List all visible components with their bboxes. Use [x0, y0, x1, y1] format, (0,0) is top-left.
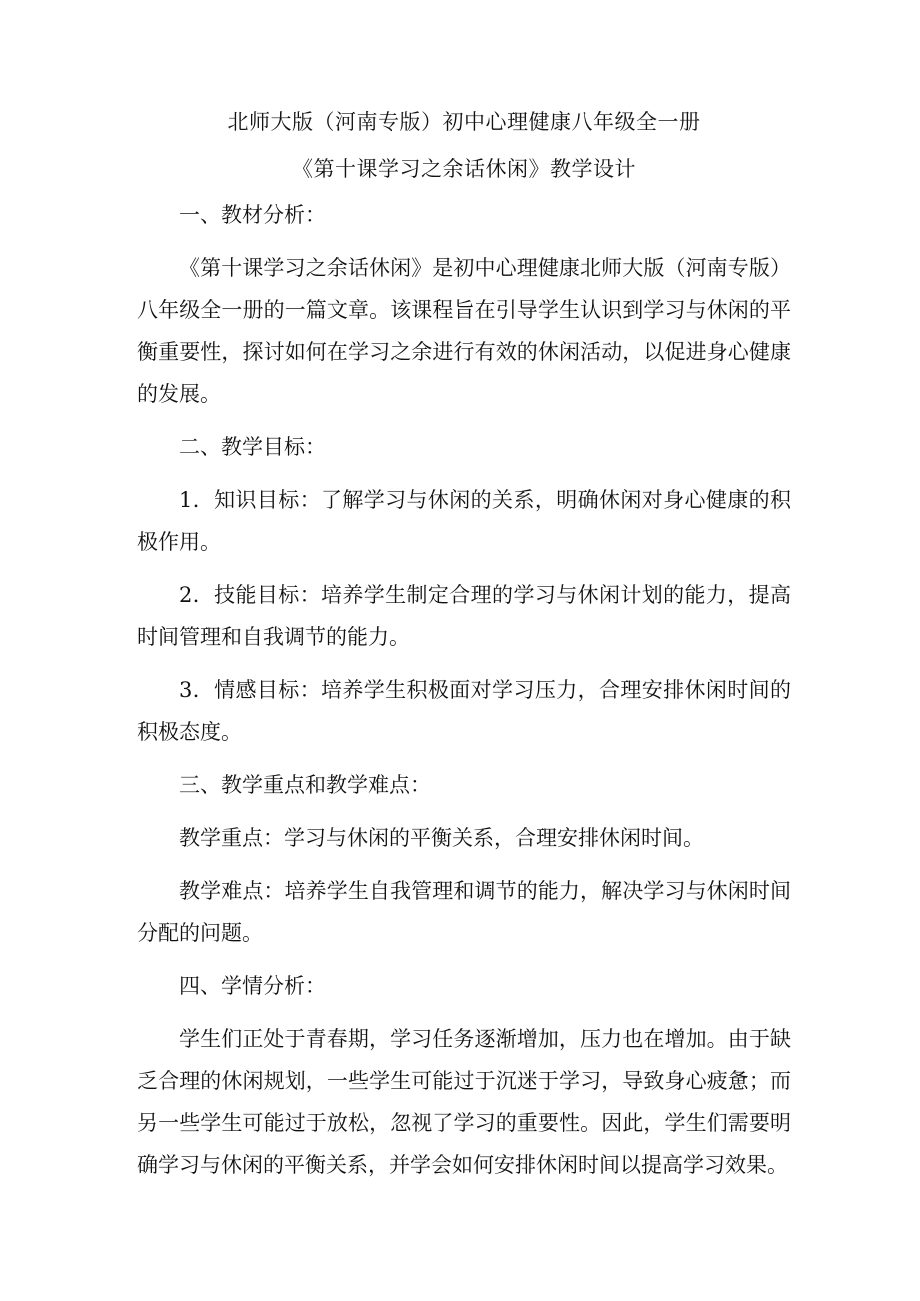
objective-knowledge: 1．知识目标：了解学习与休闲的关系，明确休闲对身心健康的积极作用。: [137, 488, 791, 554]
document-title-line-1: 北师大版（河南专版）初中心理健康八年级全一册: [227, 110, 701, 134]
section-heading: 四、学情分析：: [179, 974, 326, 998]
document-title-line-2: 《第十课学习之余话休闲》教学设计: [292, 157, 636, 181]
section-paragraph: 学生们正处于青春期，学习任务逐渐增加，压力也在增加。由于缺乏合理的休闲规划，一些学生可能过于沉迷于学习，导致身心疲惫；而另一些学生可能过于放松，忽视了学习的重要性。因此，学生们需要明确学习与休闲的平衡关系，并学会如何安排休闲时间以提高学习效果。: [137, 1027, 791, 1177]
difficult-point: 教学难点：培养学生自我管理和调节的能力，解决学习与休闲时间分配的问题。: [137, 879, 791, 945]
key-point: 教学重点：学习与休闲的平衡关系，合理安排休闲时间。: [179, 826, 704, 850]
objective-emotion: 3．情感目标：培养学生积极面对学习压力，合理安排休闲时间的积极态度。: [137, 678, 791, 744]
section-key-and-difficult-points: [137, 764, 791, 954]
section-paragraph: 《第十课学习之余话休闲》是初中心理健康北师大版（河南专版）八年级全一册的一篇文章。该课程旨在引导学生认识到学习与休闲的平衡重要性，探讨如何在学习之余进行有效的休闲活动，以促进身心健康的发展。: [137, 256, 791, 406]
section-heading: 一、教材分析：: [179, 203, 326, 227]
section-heading: 二、教学目标：: [179, 435, 326, 459]
section-heading: 三、教学重点和教学难点：: [179, 773, 431, 797]
document-page: [137, 108, 791, 1186]
objective-skill: 2．技能目标：培养学生制定合理的学习与休闲计划的能力，提高时间管理和自我调节的能力。: [137, 583, 791, 649]
section-teaching-objectives: [137, 426, 791, 753]
section-student-analysis: [137, 965, 791, 1186]
section-teaching-material-analysis: [137, 194, 791, 415]
